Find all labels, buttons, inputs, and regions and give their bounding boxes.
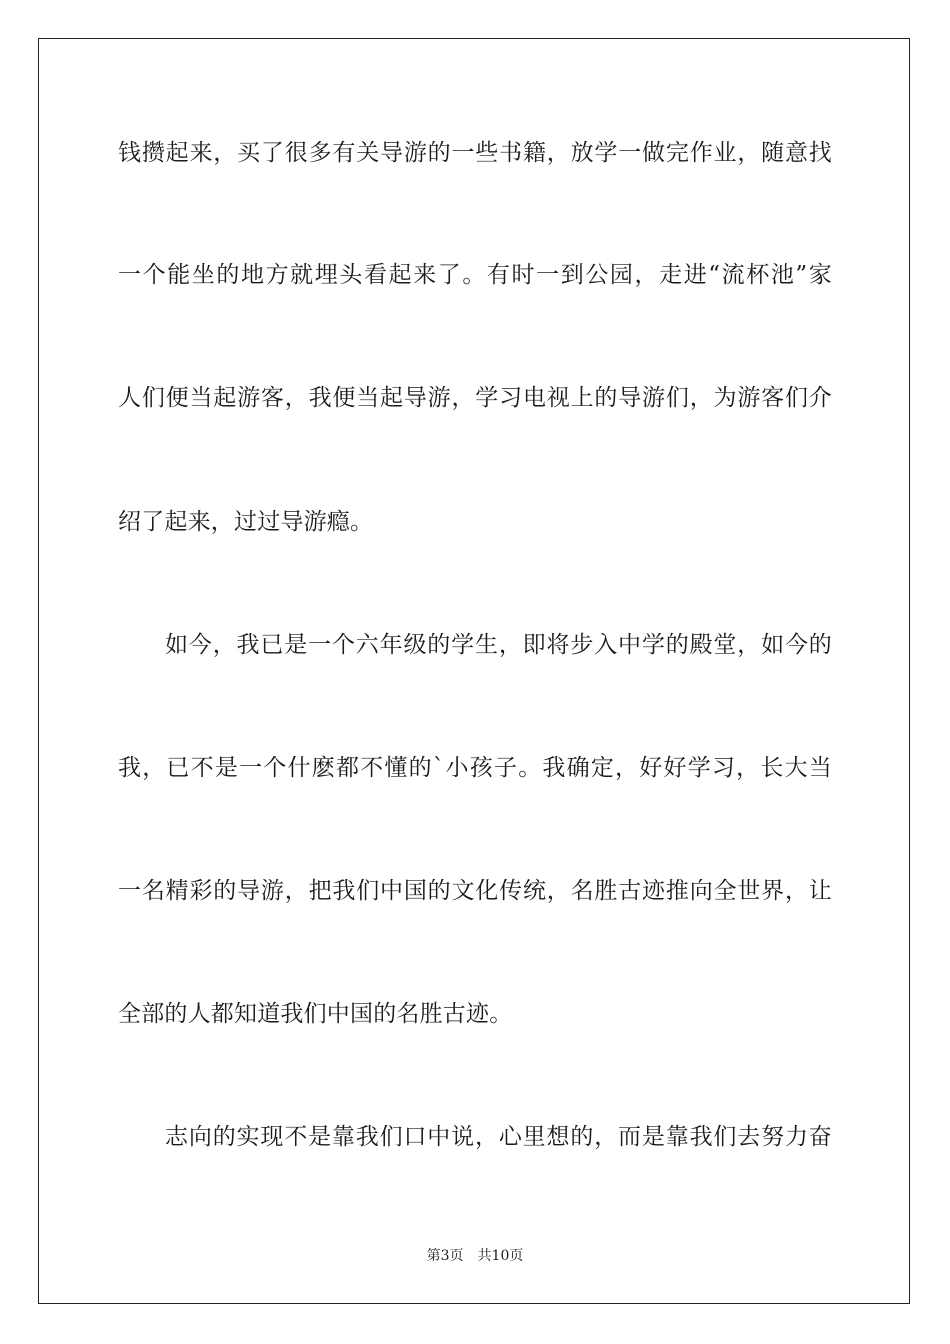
page-border [38,38,910,1304]
text-line-1: 钱攒起来，买了很多有关导游的一些书籍，放学一做完作业，随意找 [118,140,832,166]
text-line-8: 全部的人都知道我们中国的名胜古迹。 [118,1001,513,1027]
page-footer [0,1247,950,1265]
total-pages: 共10页 [477,1248,524,1264]
page-number: 第3页 [426,1248,464,1264]
paragraph-start-1: 如今，我已是一个六年级的学生，即将步入中学的殿堂，如今的 [165,632,832,658]
text-line-3: 人们便当起游客，我便当起导游，学习电视上的导游们，为游客们介 [118,385,832,411]
text-line-2: 一个能坐的地方就埋头看起来了。有时一到公园，走进“流杯池”家 [118,262,832,288]
paragraph-start-2: 志向的实现不是靠我们口中说，心里想的，而是靠我们去努力奋 [165,1124,832,1150]
text-line-4: 绍了起来，过过导游瘾。 [118,509,374,535]
text-line-6: 我，已不是一个什麽都不懂的`小孩子。我确定，好好学习，长大当 [118,755,832,781]
text-line-7: 一名精彩的导游，把我们中国的文化传统，名胜古迹推向全世界，让 [118,878,832,904]
